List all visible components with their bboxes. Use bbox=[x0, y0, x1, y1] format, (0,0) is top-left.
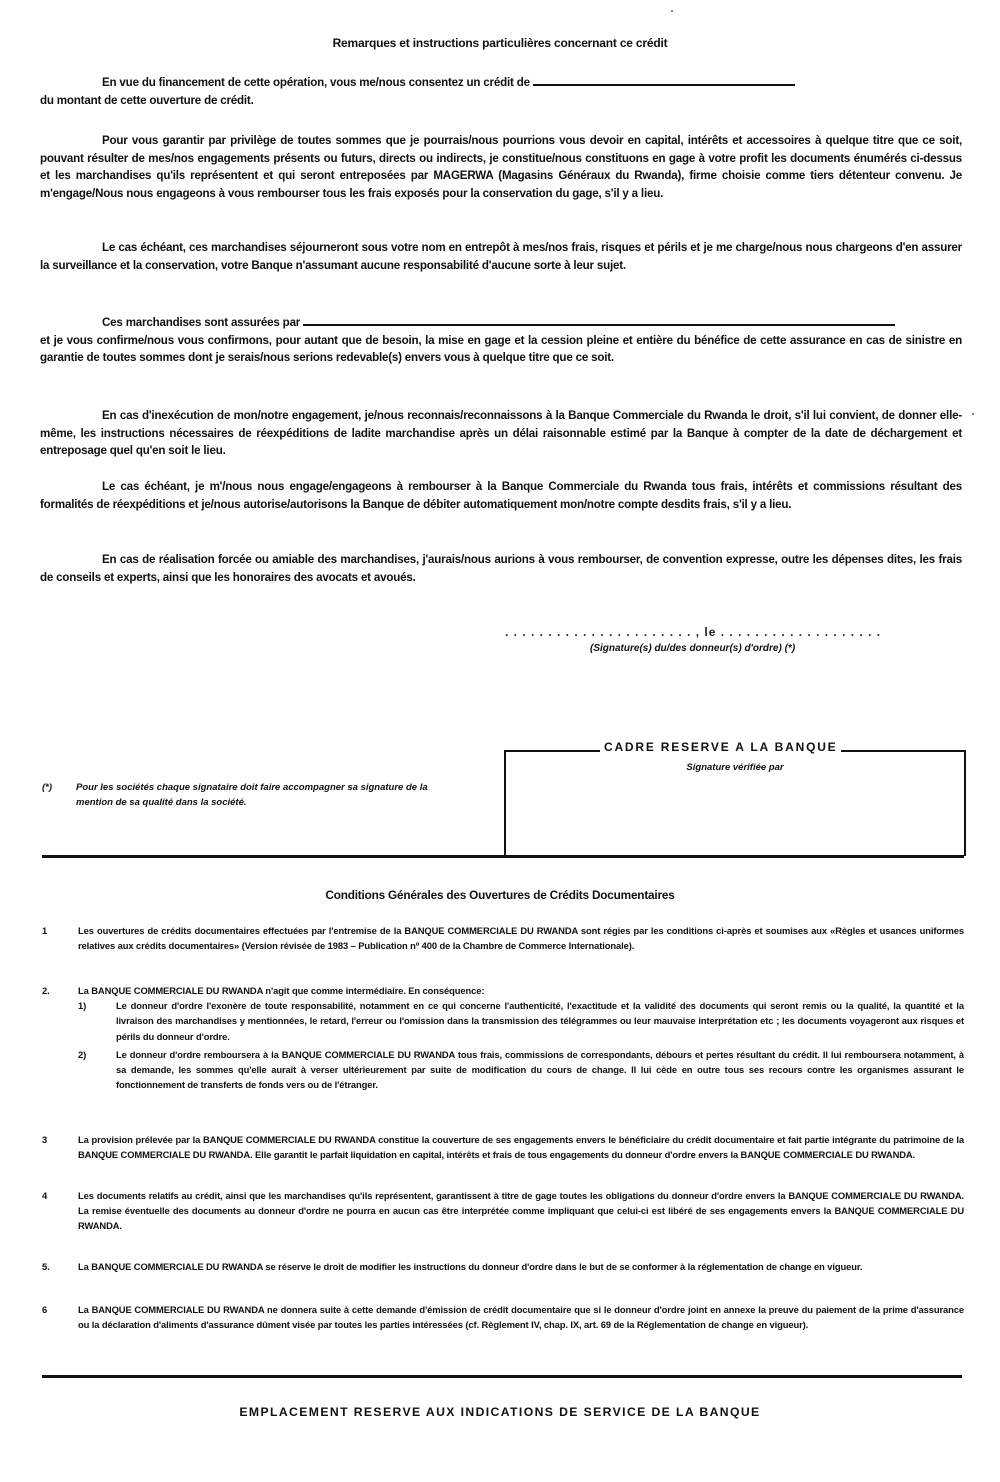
paragraph-text: En vue du financement de cette opération, vous me/nous consentez un crédit de bbox=[102, 76, 530, 89]
subitem-number: 1) bbox=[78, 1000, 87, 1012]
subitem-text: Le donneur d'ordre l'exonère de toute responsabilité, notamment en ce qui concerne l'authenticité, l'exactitude et la validité des documents qui seront remis ou la qualité, la quantité et la livraison des marchandises y mentionnées, le retard, l'erreur ou l'omission dans la transmission des télégrammes ou leur mauvaise interprétation etc ; les documents voyageront aux risques et périls du donneur d'ordre. bbox=[116, 1000, 964, 1042]
condition-item bbox=[42, 923, 964, 953]
paragraph-text: du montant de cette ouverture de crédit. bbox=[40, 93, 254, 107]
scan-speck bbox=[972, 413, 974, 415]
date-prefix: le bbox=[704, 625, 717, 639]
section-divider bbox=[42, 855, 964, 858]
footnote bbox=[42, 780, 462, 810]
paragraph-non-execution bbox=[40, 407, 962, 460]
bank-box-subtitle: Signature vérifiée par bbox=[686, 762, 784, 773]
condition-number: 3 bbox=[42, 1134, 48, 1145]
paragraph-credit-amount bbox=[40, 74, 962, 109]
paragraph-storage bbox=[40, 239, 962, 274]
bank-service-footer: EMPLACEMENT RESERVE AUX INDICATIONS DE SERVICE DE LA BANQUE bbox=[239, 1405, 761, 1419]
paragraph-text: En cas de réalisation forcée ou amiable des marchandises, j'aurais/nous aurions à vous rembourser, de convention expresse, outre les dépenses dites, les frais de conseils et experts, ainsi que les honoraires des avocats et avoués. bbox=[40, 553, 962, 584]
paragraph-insurance bbox=[40, 314, 962, 367]
date-dots: . . . . . . . . . . . . . . . . . . . bbox=[720, 625, 882, 639]
subitem-text: Le donneur d'ordre remboursera à la BANQUE COMMERCIALE DU RWANDA tous frais, commissions de correspondants, débours et pertes résultant du crédit. Il lui remboursera notamment, à sa demande, les sommes qu'elle aurait à verser ultérieurement par suite de modification du cours de change. Il lui cède en outre tous ses recours contre les organismes assurant le fonctionnement de transferts de fonds vers ou de l'étranger. bbox=[116, 1048, 964, 1091]
paragraph-guarantee bbox=[40, 132, 962, 202]
condition-text: Les documents relatifs au crédit, ainsi que les marchandises qu'ils représentent, garantissent à titre de gage toutes les obligations du donneur d'ordre envers la BANQUE COMMERCIALE DU RWANDA. La remise éventuelle des documents au donneur d'ordre ne pourra en aucun cas être interprétée comme impliquant que celui-ci est libéré de ses engagements envers la BANQUE COMMERCIALE DU RWANDA. bbox=[78, 1190, 964, 1232]
bank-box-title: CADRE RESERVE A LA BANQUE bbox=[600, 740, 841, 754]
footnote-mark: (*) bbox=[42, 782, 53, 793]
paragraph-text: Le cas échéant, je m'/nous nous engage/engageons à rembourser à la Banque Commerciale du Rwanda tous frais, intérêts et commissions résultant des formalités de réexpéditions et je/nous autorise/autorisons la Banque de débiter automatiquement mon/notre compte desdits frais, s'il y a lieu. bbox=[40, 480, 962, 511]
insurer-field[interactable] bbox=[303, 314, 895, 326]
condition-number: 2. bbox=[42, 985, 50, 996]
condition-text: La BANQUE COMMERCIALE DU RWANDA n'agit que comme intermédiaire. En conséquence: bbox=[78, 985, 485, 996]
condition-item bbox=[42, 1302, 964, 1332]
condition-number: 4 bbox=[42, 1190, 48, 1201]
conditions-title: Conditions Générales des Ouvertures de Crédits Documentaires bbox=[325, 888, 675, 902]
footer-divider bbox=[42, 1375, 962, 1378]
condition-item bbox=[42, 1259, 964, 1274]
condition-text: La BANQUE COMMERCIALE DU RWANDA ne donnera suite à cette demande d'émission de crédit documentaire que si le donneur d'ordre joint en annexe la preuve du paiement de la prime d'assurance ou la déclaration d'aliments d'assurance dûment visée par toutes les parties intéressées (cf. Règlement IV, chap. IX, art. 69 de la Réglementation de change en vigueur). bbox=[78, 1304, 964, 1331]
condition-subitem bbox=[78, 1047, 964, 1093]
subitem-number: 2) bbox=[78, 1048, 87, 1060]
scan-speck bbox=[671, 10, 673, 12]
footnote-text: Pour les sociétés chaque signataire doit faire accompagner sa signature de la mention de sa qualité dans la société. bbox=[76, 782, 428, 808]
condition-number: 6 bbox=[42, 1304, 48, 1315]
paragraph-forced-sale bbox=[40, 551, 962, 586]
condition-item bbox=[42, 1188, 964, 1234]
paragraph-text: et je vous confirme/nous vous confirmons, pour autant que de besoin, la mise en gage et la cession pleine et entière du bénéfice de cette assurance en cas de sinistre en garantie de toutes sommes dont je serais/nous serions redevable(s) envers vous à quelque titre que ce soit. bbox=[40, 333, 962, 365]
paragraph-reimbursement bbox=[40, 478, 962, 513]
paragraph-text: Ces marchandises sont assurées par bbox=[102, 316, 301, 329]
condition-subitem bbox=[78, 998, 964, 1044]
condition-number: 5. bbox=[42, 1261, 50, 1272]
paragraph-text: En cas d'inexécution de mon/notre engagement, je/nous reconnais/reconnaissons à la Banque Commerciale du Rwanda le droit, s'il lui convient, de donner elle-même, les instructions nécessaires de réexpéditions de ladite marchandise après un délai raisonnable estimé par la Banque à compter de la date de déchargement et entreposage quel qu'en soit le lieu. bbox=[40, 409, 962, 458]
paragraph-text: Le cas échéant, ces marchandises séjourneront sous votre nom en entrepôt à mes/nos frais, risques et périls et je me charge/nous nous chargeons d'en assurer la surveillance et la conservation, votre Banque n'assumant aucune responsabilité d'aucune sorte à leur sujet. bbox=[40, 241, 962, 272]
condition-item bbox=[42, 1132, 964, 1162]
place-dots: . . . . . . . . . . . . . . . . . . . . . . , bbox=[505, 625, 701, 639]
condition-number: 1 bbox=[42, 925, 48, 936]
condition-text: Les ouvertures de crédits documentaires effectuées par l'entremise de la BANQUE COMMERCIALE DU RWANDA sont régies par les conditions ci-après et soumises aux «Règles et usances uniformes relatives aux crédits documentaires» (Version révisée de 1983 – Publication nº 400 de la Chambre de Commerce Internationale). bbox=[78, 925, 964, 952]
condition-text: La BANQUE COMMERCIALE DU RWANDA se réserve le droit de modifier les instructions du donneur d'ordre dans le but de se conformer à la réglementation de change en vigueur. bbox=[78, 1261, 863, 1272]
credit-amount-field[interactable] bbox=[533, 74, 795, 86]
signature-label: (Signature(s) du/des donneur(s) d'ordre) (*) bbox=[590, 643, 796, 654]
signature-place-date[interactable] bbox=[505, 625, 965, 639]
paragraph-text: Pour vous garantir par privilège de toutes sommes que je pourrais/nous pourrions vous devoir en capital, intérêts et accessoires à quelque titre que ce soit, pouvant résulter de mes/nos engagements présents ou futurs, directs ou indirects, je constitue/nous constituons en gage à votre profit les documents énumérés ci-dessus et les marchandises qu'ils représentent et qui seront entreposées par MAGERWA (Magasins Généraux du Rwanda), firme choisie comme tiers détenteur convenu. Je m'engage/Nous nous engageons à vous rembourser tous les frais exposés pour la conservation du gage, s'il y a lieu. bbox=[40, 134, 962, 200]
condition-item bbox=[42, 983, 964, 1092]
remarks-title: Remarques et instructions particulières concernant ce crédit bbox=[332, 36, 668, 50]
condition-text: La provision prélevée par la BANQUE COMMERCIALE DU RWANDA constitue la couverture de ses engagements envers le bénéficiaire du crédit documentaire et fait partie intégrante du patrimoine de la BANQUE COMMERCIALE DU RWANDA. Elle garantit le parfait liquidation en capital, intérêts et frais de tous engagements du donneur d'ordre envers la BANQUE COMMERCIALE DU RWANDA. bbox=[78, 1134, 964, 1161]
